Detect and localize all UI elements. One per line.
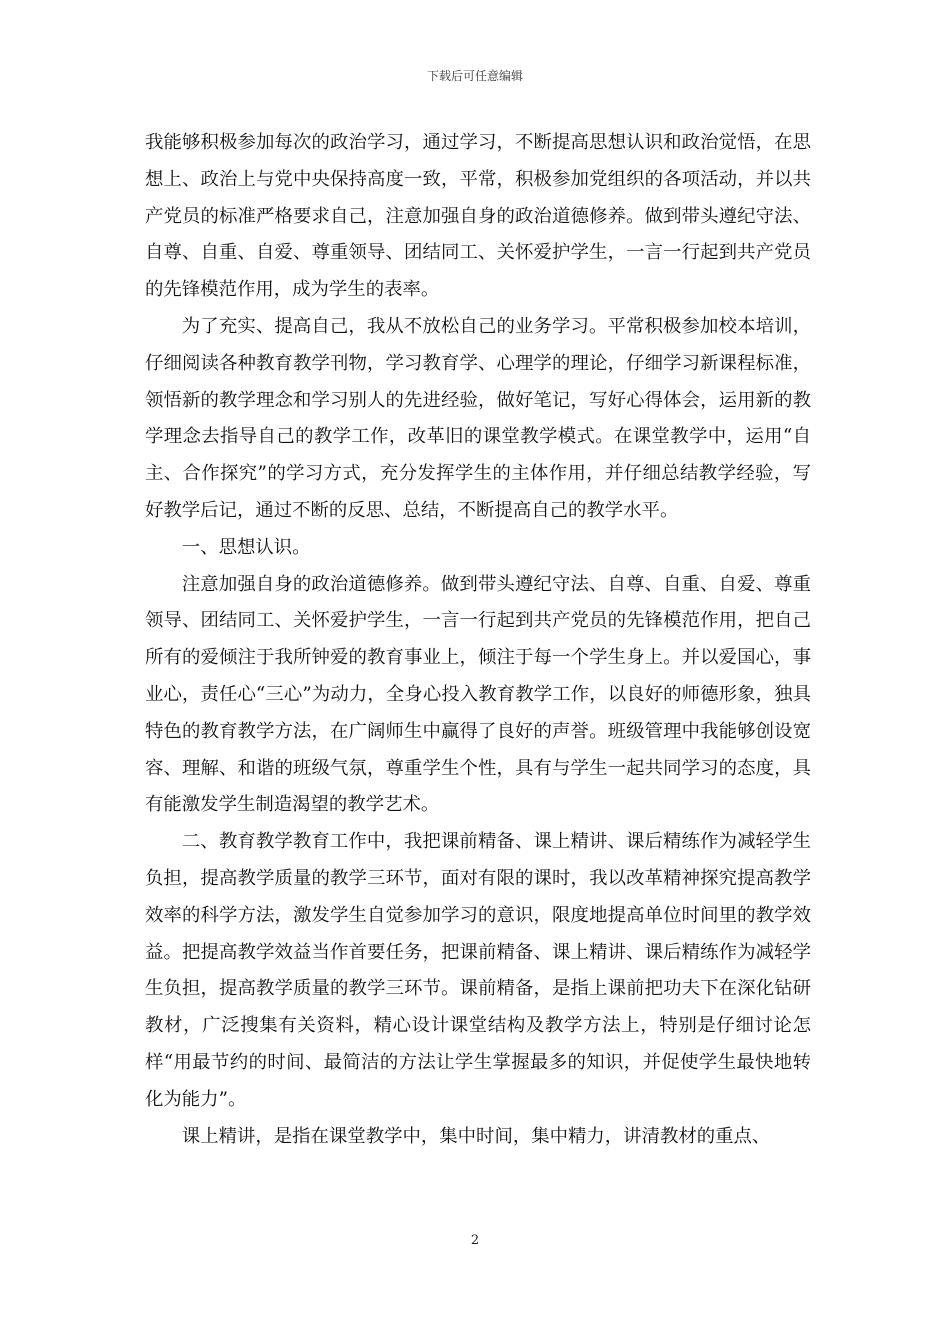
- paragraph-1: 我能够积极参加每次的政治学习，通过学习，不断提高思想认识和政治觉悟，在思想上、政治上与党中央保持高度一致，平常，积极参加党组织的各项活动，并以共产党员的标准严格要求自己，注意加强自身的政治道德修养。做到带头遵纪守法、自尊、自重、自爱、尊重领导、团结同工、关怀爱护学生，一言一行起到共产党员的先锋模范作用，成为学生的表率。: [145, 132, 811, 301]
- document-body: [145, 125, 811, 1155]
- paragraph-2: 为了充实、提高自己，我从不放松自己的业务学习。平常积极参加校本培训，仔细阅读各种教育教学刊物，学习教育学、心理学的理论，仔细学习新课程标准，领悟新的教学理念和学习别人的先进经验，做好笔记，写好心得体会，运用新的教学理念去指导自己的教学工作，改革旧的课堂教学模式。在课堂教学中，运用“自主、合作探究”的学习方式，充分发挥学生的主体作用，并仔细总结教学经验，写好教学后记，通过不断的反思、总结，不断提高自己的教学水平。: [145, 315, 811, 521]
- section-heading-1: 一、思想认识。: [181, 536, 311, 558]
- page-header: 下载后可任意编辑: [426, 69, 523, 83]
- page-number: 2: [470, 1233, 480, 1248]
- paragraph-3: 注意加强自身的政治道德修养。做到带头遵纪守法、自尊、自重、自爱、尊重领导、团结同工、关怀爱护学生，一言一行起到共产党员的先锋模范作用，把自己所有的爱倾注于我所钟爱的教育事业上，倾注于每一个学生身上。并以爱国心，事业心，责任心“三心”为动力，全身心投入教育教学工作，以良好的师德形象，独具特色的教育教学方法，在广阔师生中赢得了良好的声誉。班级管理中我能够创设宽容、理解、和谐的班级气氛，尊重学生个性，具有与学生一起共同学习的态度，具有能激发学生制造渴望的教学艺术。: [145, 573, 811, 816]
- paragraph-5: 课上精讲，是指在课堂教学中，集中时间，集中精力，讲清教材的重点、: [181, 1125, 771, 1147]
- paragraph-4: 二、教育教学教育工作中，我把课前精备、课上精讲、课后精练作为减轻学生负担，提高教学质量的教学三环节，面对有限的课时，我以改革精神探究提高教学效率的科学方法，激发学生自觉参加学习的意识，限度地提高单位时间里的教学效益。把提高教学效益当作首要任务，把课前精备、课上精讲、课后精练作为减轻学生负担，提高教学质量的教学三环节。课前精备，是指上课前把功夫下在深化钻研教材，广泛搜集有关资料，精心设计课堂结构及教学方法上，特别是仔细讨论怎样“用最节约的时间、最简洁的方法让学生掌握最多的知识，并促使学生最快地转化为能力”。: [145, 831, 811, 1110]
